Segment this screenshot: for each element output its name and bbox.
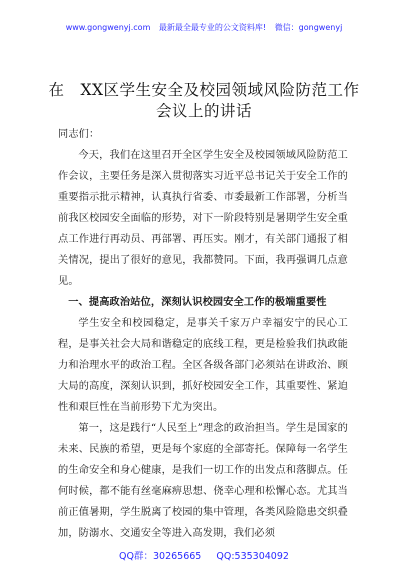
wechat-contact: 微信：gongwenyj xyxy=(274,23,343,32)
paragraph-intro: 今天，我们在这里召开全区学生安全及校园领域风险防范工作会议，主要任务是深入贯彻落实习近平总书记关于安全工作的重要指示批示精神，认真执行省委、市委最新工作部署，分析当前我区校园安全面临的形势，对下一阶段特别是暑期学生安全重点工作进行再动员、再部署、再压实。刚才，有关部门通报了相关情况，提出了很好的意见，我都赞同。下面，我再强调几点意见。 xyxy=(58,150,348,287)
site-url-link[interactable]: www.gongwenyj.com xyxy=(65,23,151,32)
greeting: 同志们： xyxy=(58,129,100,140)
document-title-line1: 在 XX区学生安全及校园领域风险防范工作 xyxy=(48,81,360,99)
document-body xyxy=(58,124,348,544)
site-header xyxy=(0,22,408,33)
site-slogan: 最新最全最专业的公文资料库! xyxy=(158,23,267,32)
paragraph-point1: 第一，这是践行“人民至上”理念的政治担当。学生是国家的未来、民族的希望，更是每个家庭的全部寄托。保障每一名学生的生命安全和身心健康，是我们一切工作的出发点和落脚点。任何时候，都不能有丝毫麻痹思想、侥幸心理和松懈心态。尤其当前正值暑期，学生脱离了校园的集中管理，各类风险隐患交织叠加，防溺水、交通安全等进入高发期，我们必须 xyxy=(58,423,348,539)
contact-footer xyxy=(0,548,408,562)
qq-number: QQ:535304092 xyxy=(216,551,289,562)
document-title-line2: 会议上的讲话 xyxy=(155,102,252,120)
qq-group: QQ群：30265665 xyxy=(119,551,202,562)
section-heading-1: 一、提高政治站位，深刻认识校园安全工作的极端重要性 xyxy=(68,297,327,308)
paragraph-section1: 学生安全和校园稳定，是事关千家万户幸福安宁的民心工程，是事关社会大局和谐稳定的底线工程，更是检验我们执政能力和治理水平的政治工程。全区各级各部门必须站在讲政治、顾大局的高度，深刻认识到，抓好校园安全工作，其重要性、紧迫性和艰巨性在当前形势下尤为突出。 xyxy=(58,318,348,413)
